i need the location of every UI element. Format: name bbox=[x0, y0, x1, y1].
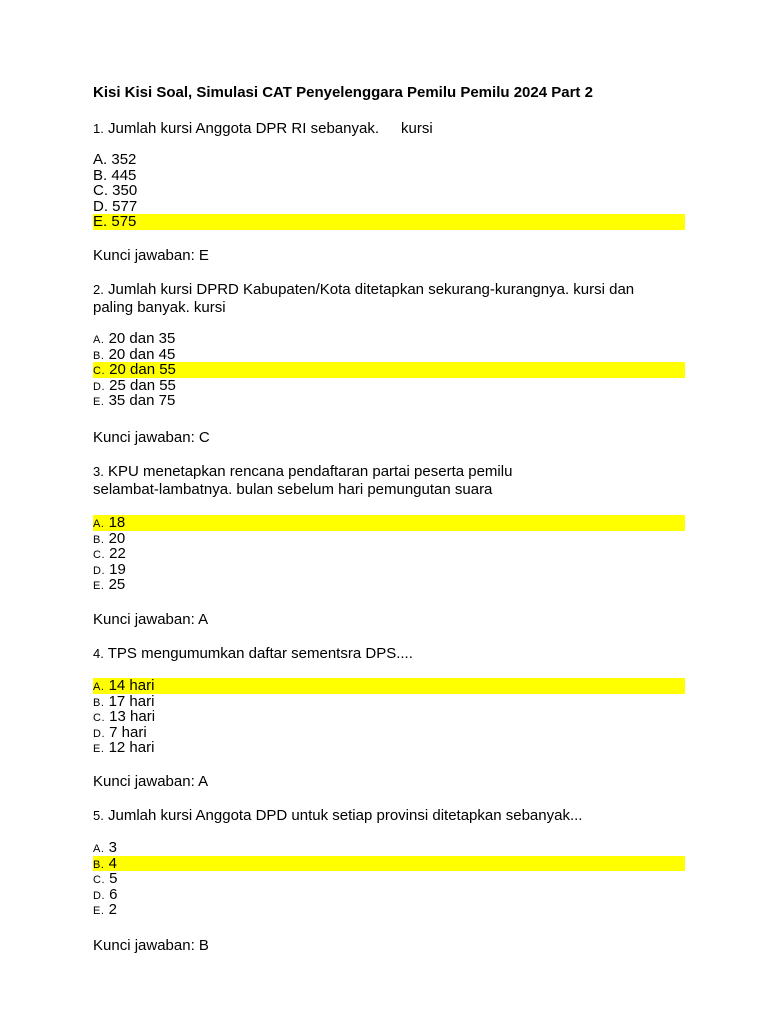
options-list-4 bbox=[93, 678, 685, 756]
options-list-2 bbox=[93, 331, 685, 409]
option-e: E. 2 bbox=[93, 901, 117, 919]
option-c: C. 13 hari bbox=[93, 708, 156, 726]
question-text-line1: TPS mengumumkan daftar sementsra DPS.... bbox=[107, 645, 413, 662]
question-text-line1: Jumlah kursi Anggota DPD untuk setiap provinsi ditetapkan sebanyak... bbox=[108, 807, 583, 824]
option-b-highlighted: B. 4 bbox=[93, 856, 685, 872]
question-number: 1. bbox=[93, 121, 104, 136]
option-b: B. 20 bbox=[93, 529, 126, 547]
question-3 bbox=[93, 463, 693, 499]
question-5 bbox=[93, 807, 693, 825]
option-c: C. 22 bbox=[93, 545, 126, 563]
answer-key-5: Kunci jawaban: B bbox=[93, 937, 209, 954]
question-number: 5. bbox=[93, 808, 104, 823]
option-a: A. 20 dan 35 bbox=[93, 330, 176, 347]
option-a-highlighted: A. 18 bbox=[93, 515, 685, 531]
option-d: D. 7 hari bbox=[93, 723, 147, 741]
question-text-line1: KPU menetapkan rencana pendaftaran partai peserta pemilu bbox=[108, 463, 513, 480]
answer-key-2: Kunci jawaban: C bbox=[93, 429, 210, 446]
option-b: B. 445 bbox=[93, 166, 137, 184]
option-a-highlighted: A. 14 hari bbox=[93, 678, 685, 694]
question-1 bbox=[93, 120, 693, 138]
option-a: A. 3 bbox=[93, 839, 117, 856]
options-list-1 bbox=[93, 152, 685, 230]
answer-key-1: Kunci jawaban: E bbox=[93, 247, 209, 264]
options-list-5 bbox=[93, 840, 685, 918]
question-2 bbox=[93, 281, 693, 317]
option-b: B. 20 dan 45 bbox=[93, 345, 176, 363]
answer-key-4: Kunci jawaban: A bbox=[93, 773, 209, 790]
document-title: Kisi Kisi Soal, Simulasi CAT Penyelenggara Pemilu Pemilu 2024 Part 2 bbox=[93, 84, 593, 101]
option-e: E. 12 hari bbox=[93, 739, 155, 757]
option-d: D. 577 bbox=[93, 197, 138, 215]
option-d: D. 25 dan 55 bbox=[93, 376, 176, 394]
question-number: 3. bbox=[93, 464, 104, 479]
question-text: Jumlah kursi Anggota DPR RI sebanyak. bbox=[108, 120, 379, 137]
options-list-3 bbox=[93, 515, 685, 593]
option-c: C. 350 bbox=[93, 182, 138, 200]
option-c-highlighted: C. 20 dan 55 bbox=[93, 362, 685, 378]
answer-key-3: Kunci jawaban: A bbox=[93, 611, 209, 628]
question-text-line2: paling banyak. kursi bbox=[93, 299, 226, 316]
option-d: D. 19 bbox=[93, 560, 126, 578]
question-text-line2: selambat-lambatnya. bulan sebelum hari pemungutan suara bbox=[93, 481, 493, 498]
question-number: 4. bbox=[93, 646, 104, 661]
option-a: A. 352 bbox=[93, 151, 137, 168]
question-number: 2. bbox=[93, 282, 104, 297]
question-text-blank-word: kursi bbox=[400, 120, 433, 137]
option-e: E. 25 bbox=[93, 576, 126, 594]
question-text-line1: Jumlah kursi DPRD Kabupaten/Kota ditetapkan sekurang-kurangnya. kursi dan bbox=[108, 281, 635, 298]
question-4 bbox=[93, 645, 693, 663]
option-d: D. 6 bbox=[93, 885, 118, 903]
option-c: C. 5 bbox=[93, 870, 118, 888]
option-e: E. 35 dan 75 bbox=[93, 392, 176, 410]
option-b: B. 17 hari bbox=[93, 692, 155, 710]
option-e-highlighted: E. 575 bbox=[93, 214, 685, 230]
